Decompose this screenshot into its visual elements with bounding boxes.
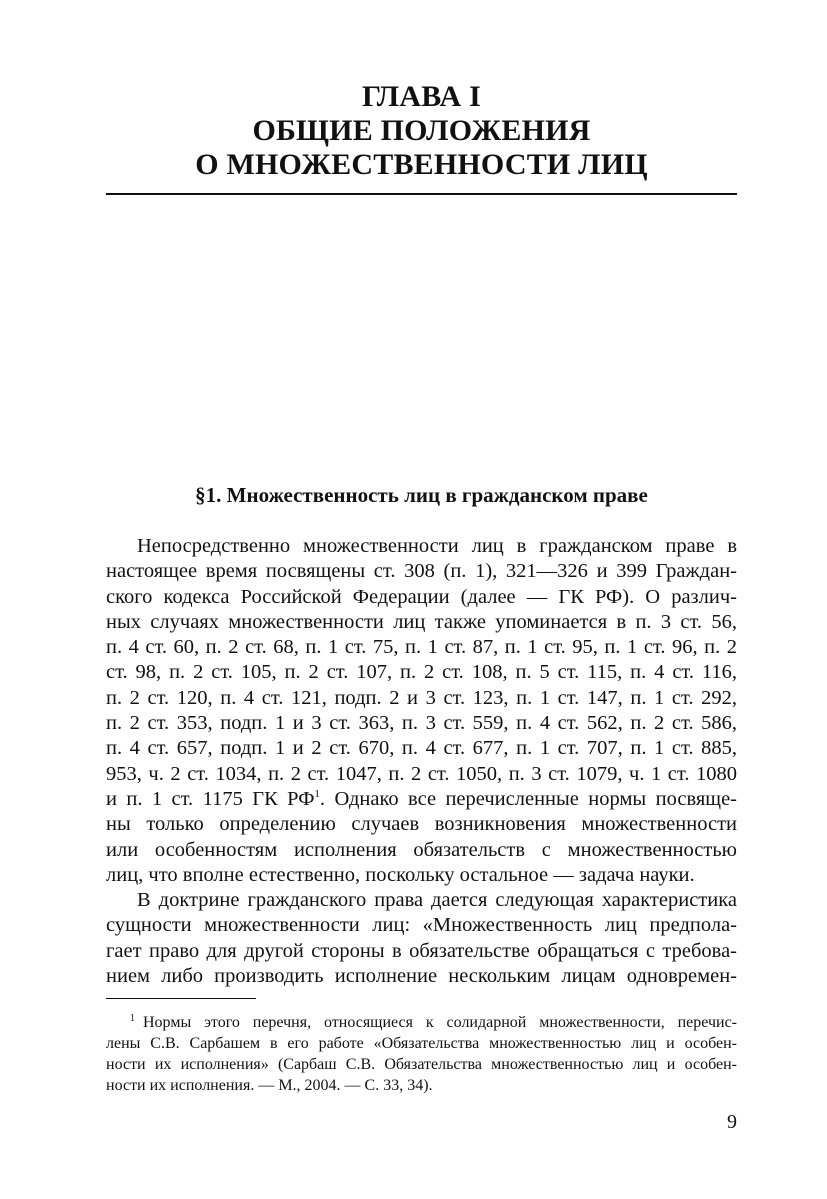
- paragraph-1-line: ны только определению случаев возникновения множественности: [106, 813, 737, 836]
- footnote-last-line: ности их исполнения. — М., 2004. — С. 33, 34).: [106, 1077, 433, 1094]
- paragraph-1-line: или особенностям исполнения обязательств с множественностью: [106, 838, 737, 861]
- paragraph-1-line: настоящее время посвящены ст. 308 (п. 1), 321—326 и 399 Граждан-: [106, 560, 737, 583]
- paragraph-1-line: п. 4 ст. 657, подп. 1 и 2 ст. 670, п. 4 ст. 677, п. 1 ст. 707, п. 1 ст. 885,: [106, 737, 737, 760]
- paragraph-1-line-with-footnote: [106, 787, 737, 812]
- paragraph-2-line: В доктрине гражданского права дается следующая характеристика: [137, 889, 737, 912]
- body-text: [106, 534, 737, 989]
- paragraph-1-line: п. 2 ст. 120, п. 4 ст. 121, подп. 2 и 3 ст. 123, п. 1 ст. 147, п. 1 ст. 292,: [106, 686, 737, 709]
- paragraph-2-line: гает право для другой стороны в обязательстве обращаться с требова-: [106, 939, 737, 962]
- paragraph-1-line: ст. 98, п. 2 ст. 105, п. 2 ст. 107, п. 2 ст. 108, п. 5 ст. 115, п. 4 ст. 116,: [106, 661, 737, 684]
- paragraph-1-line: 953, ч. 2 ст. 1034, п. 2 ст. 1047, п. 2 ст. 1050, п. 3 ст. 1079, ч. 1 ст. 1080: [106, 762, 737, 785]
- text-after-footnote-mark: . Однако все перечисленные нормы посвяще-: [319, 787, 737, 810]
- paragraph-1-line: п. 4 ст. 60, п. 2 ст. 68, п. 1 ст. 75, п. 1 ст. 87, п. 1 ст. 95, п. 1 ст. 96, п. 2: [106, 636, 737, 659]
- paragraph-1-line: ных случаях множественности лиц также упоминается в п. 3 ст. 56,: [106, 610, 737, 633]
- section-title: §1. Множественность лиц в гражданском праве: [195, 483, 648, 507]
- paragraph-1-line: Непосредственно множественности лиц в гражданском праве в: [137, 535, 737, 557]
- paragraph-1-last-line: лиц, что вполне естественно, поскольку остальное — задача науки.: [106, 863, 695, 886]
- footnote-line: лены С.В. Сарбашем в его работе «Обязательства множественностью лиц и особен-: [106, 1035, 737, 1052]
- footnote-line: ности их исполнения» (Сарбаш С.В. Обязательства множественностью лиц и особен-: [106, 1056, 737, 1073]
- chapter-label: ГЛАВА I: [362, 80, 481, 113]
- chapter-title-line-1: ОБЩИЕ ПОЛОЖЕНИЯ: [252, 114, 591, 147]
- paragraph-1-line: п. 2 ст. 353, подп. 1 и 3 ст. 363, п. 3 ст. 559, п. 4 ст. 562, п. 2 ст. 586,: [106, 712, 737, 735]
- footnote-line-text: Нормы этого перечня, относящиеся к солидарной множественности, перечис-: [143, 1014, 737, 1031]
- footnote-mark: 1: [130, 1012, 135, 1024]
- footnote-line: [106, 1012, 737, 1033]
- paragraph-2-line: нием либо производить исполнение нескольким лицам одновремен-: [106, 965, 737, 988]
- text-before-footnote-mark: и п. 1 ст. 1175 ГК РФ: [106, 787, 315, 810]
- footnote-divider: [106, 998, 256, 999]
- paragraph-1-line: ского кодекса Российской Федерации (далее — ГК РФ). О различ-: [106, 585, 737, 608]
- page-number: 9: [727, 1111, 737, 1133]
- footnote: [106, 1012, 737, 1096]
- chapter-title-line-2: О МНОЖЕСТВЕННОСТИ ЛИЦ: [195, 148, 648, 181]
- chapter-divider: [106, 193, 737, 195]
- footnote-reference[interactable]: 1: [314, 788, 320, 801]
- paragraph-2-line: сущности множественности лиц: «Множественность лиц предпола-: [106, 914, 737, 937]
- chapter-heading: [106, 80, 737, 182]
